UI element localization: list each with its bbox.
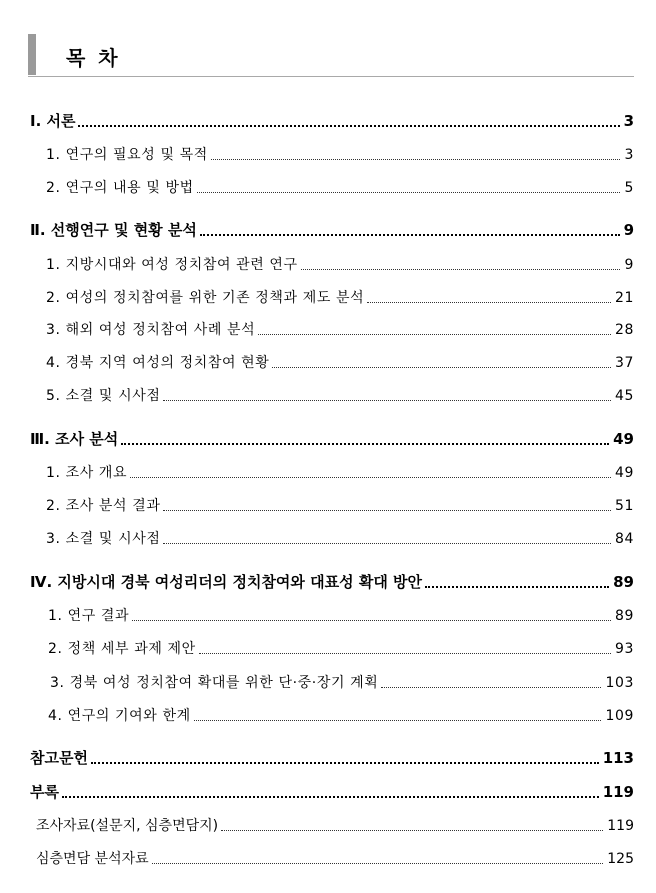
toc-appendix[interactable] xyxy=(30,781,634,802)
toc-page-number: 9 xyxy=(624,257,634,273)
toc-page-number: 89 xyxy=(613,573,634,591)
toc-page-number: 21 xyxy=(614,290,634,306)
toc-entry-label: 2. 조사 분석 결과 xyxy=(46,498,161,514)
dot-leader xyxy=(221,830,603,831)
toc-entry-label: 1. 조사 개요 xyxy=(46,465,128,481)
dot-leader xyxy=(272,367,611,368)
toc-entry-label: 1. 연구 결과 xyxy=(48,608,130,624)
toc-section-label: Ⅲ. 조사 분석 xyxy=(30,430,119,448)
toc-entry[interactable] xyxy=(48,705,634,725)
dot-leader xyxy=(163,510,611,511)
toc-entry[interactable] xyxy=(46,528,634,548)
toc-entry[interactable] xyxy=(46,319,634,339)
toc-entry[interactable] xyxy=(36,848,634,868)
toc-page-number: 119 xyxy=(607,818,634,834)
toc-page-number: 49 xyxy=(613,430,634,448)
toc-entry-label: 3. 해외 여성 정치참여 사례 분석 xyxy=(46,322,256,338)
toc-section-label: 부록 xyxy=(30,783,59,801)
toc-references[interactable] xyxy=(30,747,634,768)
toc-section-1[interactable] xyxy=(30,110,634,131)
dot-leader xyxy=(78,125,619,127)
toc-page-number: 37 xyxy=(614,355,634,371)
page-title: 목 차 xyxy=(66,46,121,70)
toc-page-number: 3 xyxy=(623,112,634,130)
dot-leader xyxy=(121,443,609,445)
dot-leader xyxy=(152,863,604,864)
dot-leader xyxy=(301,269,621,270)
dot-leader xyxy=(200,234,620,236)
dot-leader xyxy=(91,762,599,764)
toc-header xyxy=(28,34,634,77)
toc-page-number: 103 xyxy=(605,675,634,691)
toc-page-number: 3 xyxy=(624,147,634,163)
dot-leader xyxy=(163,543,611,544)
toc-entry[interactable] xyxy=(36,815,634,835)
dot-leader xyxy=(197,192,621,193)
toc-entry[interactable] xyxy=(46,287,634,307)
toc-section-4[interactable] xyxy=(30,571,634,592)
toc-page-number: 109 xyxy=(605,708,634,724)
dot-leader xyxy=(381,687,601,688)
toc-section-label: Ⅳ. 지방시대 경북 여성리더의 정치참여와 대표성 확대 방안 xyxy=(30,573,423,591)
toc-entry[interactable] xyxy=(46,177,634,197)
toc-entry-label: 3. 경북 여성 정치참여 확대를 위한 단·중·장기 계획 xyxy=(50,675,379,691)
dot-leader xyxy=(130,477,611,478)
toc-entry[interactable] xyxy=(46,462,634,482)
toc-entry-label: 조사자료(설문지, 심층면담지) xyxy=(36,818,219,834)
toc-page-number: 84 xyxy=(614,531,634,547)
toc-entry-label: 1. 연구의 필요성 및 목적 xyxy=(46,147,208,163)
dot-leader xyxy=(194,720,602,721)
dot-leader xyxy=(211,159,621,160)
toc-section-label: Ⅰ. 서론 xyxy=(30,112,76,130)
toc-page-number: 93 xyxy=(614,641,634,657)
toc-page-number: 125 xyxy=(607,851,634,867)
toc-page-number: 9 xyxy=(623,221,634,239)
toc-entry-label: 2. 여성의 정치참여를 위한 기존 정책과 제도 분석 xyxy=(46,290,365,306)
toc-section-label: Ⅱ. 선행연구 및 현황 분석 xyxy=(30,221,197,239)
toc-entry[interactable] xyxy=(48,638,634,658)
toc-page-number: 51 xyxy=(614,498,634,514)
dot-leader xyxy=(199,653,611,654)
toc-entry[interactable] xyxy=(46,254,634,274)
toc-section-2[interactable] xyxy=(30,219,634,240)
toc-entry-label: 2. 연구의 내용 및 방법 xyxy=(46,180,194,196)
toc-section-label: 참고문헌 xyxy=(30,749,88,767)
toc-page-number: 113 xyxy=(602,749,634,767)
toc-page-number: 45 xyxy=(614,388,634,404)
title-accent-bar xyxy=(28,34,36,75)
toc-page-number: 49 xyxy=(614,465,634,481)
toc-entry[interactable] xyxy=(48,605,634,625)
toc-page-number: 119 xyxy=(602,783,634,801)
dot-leader xyxy=(132,620,611,621)
dot-leader xyxy=(367,302,611,303)
toc-entry-label: 4. 경북 지역 여성의 정치참여 현황 xyxy=(46,355,270,371)
toc-entry[interactable] xyxy=(46,495,634,515)
toc-page-number: 28 xyxy=(614,322,634,338)
toc-entry-label: 3. 소결 및 시사점 xyxy=(46,531,161,547)
toc-entry[interactable] xyxy=(46,144,634,164)
toc-entry-label: 5. 소결 및 시사점 xyxy=(46,388,161,404)
toc-entry[interactable] xyxy=(46,385,634,405)
toc-entry[interactable] xyxy=(46,352,634,372)
toc-page-number: 89 xyxy=(614,608,634,624)
toc-entry-label: 1. 지방시대와 여성 정치참여 관련 연구 xyxy=(46,257,298,273)
dot-leader xyxy=(62,796,599,798)
toc-page-number: 5 xyxy=(624,180,634,196)
toc-entry-label: 2. 정책 세부 과제 제안 xyxy=(48,641,196,657)
dot-leader xyxy=(163,400,611,401)
dot-leader xyxy=(258,334,611,335)
toc-entry[interactable] xyxy=(50,672,634,692)
toc-section-3[interactable] xyxy=(30,428,634,449)
toc-entry-label: 심층면담 분석자료 xyxy=(36,851,149,867)
toc-entry-label: 4. 연구의 기여와 한계 xyxy=(48,708,191,724)
dot-leader xyxy=(425,586,609,588)
